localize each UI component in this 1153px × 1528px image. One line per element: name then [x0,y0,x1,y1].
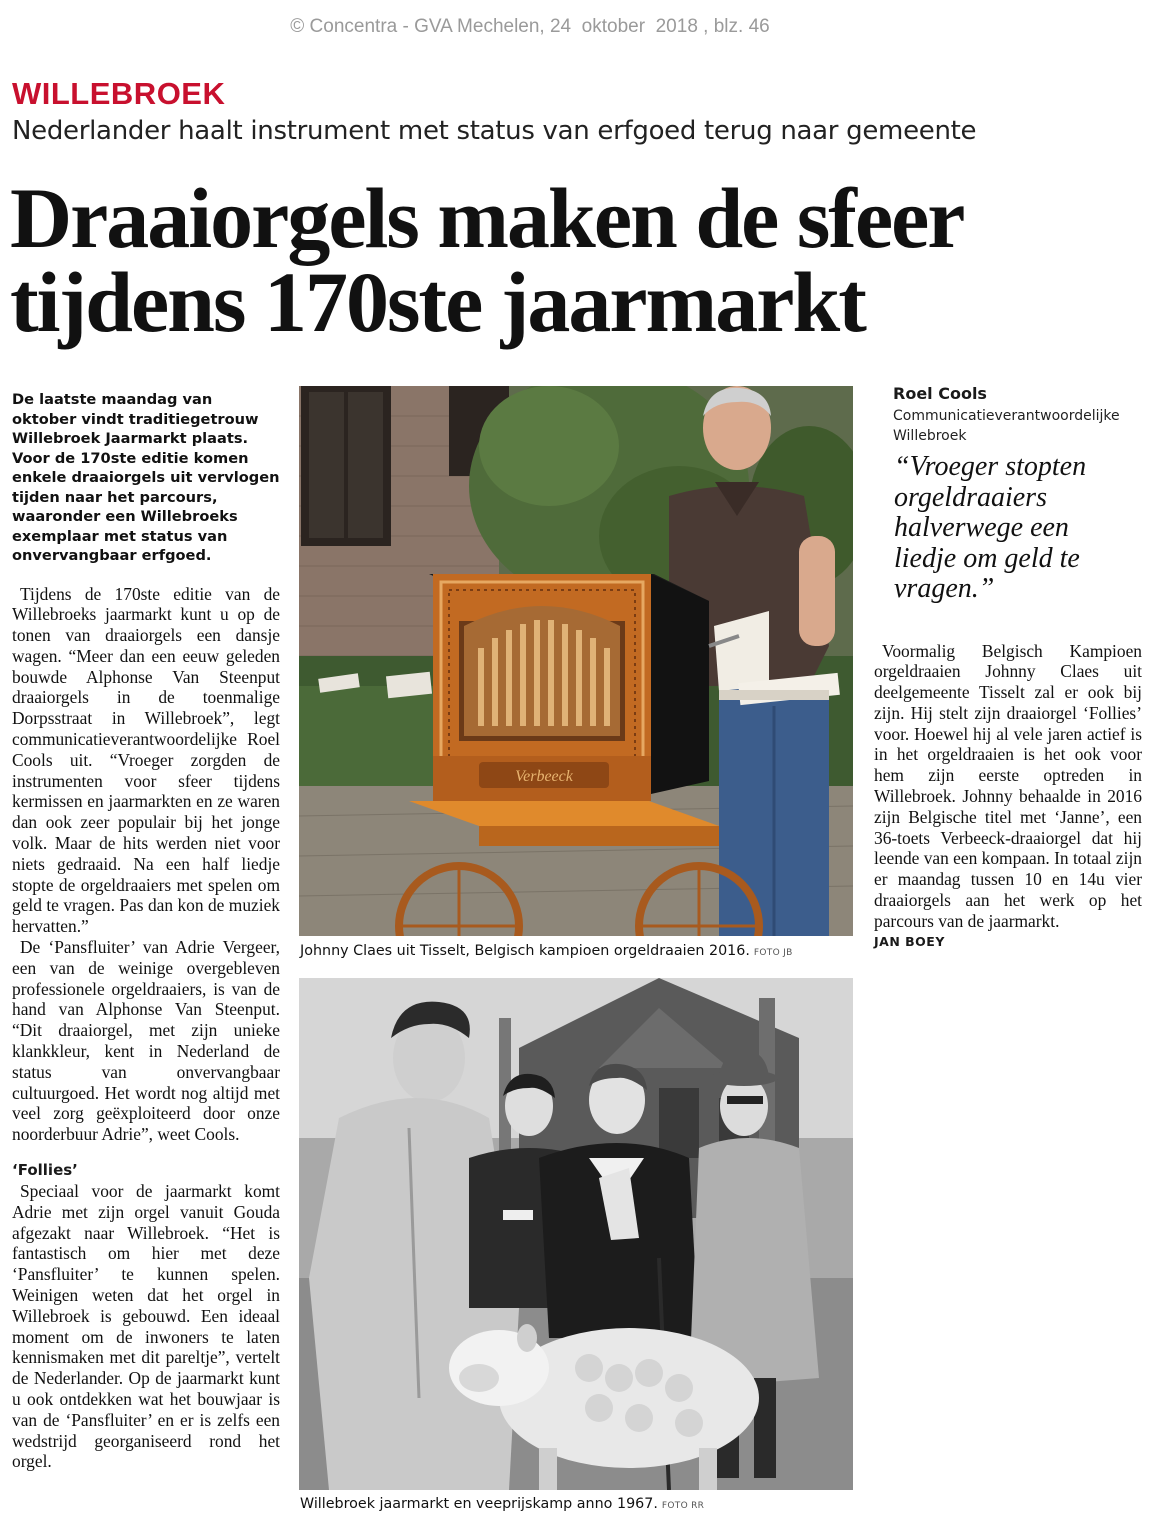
left-column [12,390,280,1472]
author-byline: JAN BOEY [874,933,945,949]
photo-barrel-organ [299,386,853,936]
photo-caption-2 [300,1496,860,1512]
headline: Draaiorgels maken de sfeer tijdens 170ste jaarmarkt [10,170,962,350]
photo-caption-1 [300,943,860,959]
quote-speaker-role: Communicatieverantwoordelijke Willebroek [893,408,1120,444]
caption-2-credit: FOTO RR [661,1501,705,1511]
quote-speaker-name: Roel Cools [893,384,987,403]
copyright-line: © Concentra - GVA Mechelen, 24 oktober 2018 , blz. 46 [290,16,770,37]
subheadline: Nederlander haalt instrument met status van erfgoed terug naar gemeente [12,116,977,146]
article-paragraph-1: Tijdens de 170ste editie van de Willebroeks jaarmarkt kunt u op de tonen van draaiorgels een dansje wagen. “Meer dan een eeuw geleden bouwde Alphonse Van Steenput draaiorgels in de toenmalige Dorpsstraat in Willebroek”, legt communicatieverantwoordelijke Roel Cools uit. “Vroeger zorgden de instrumenten voor sfeer tijdens kermissen en jaarmarkten en ze waren dan ook zeer populair bij het jonge volk. Maar de hits werden niet voor niets gedraaid. Na een half liedje stopte de orgeldraaiers met spelen om geld te vragen. Pas dan kon de muziek hervatten.” [12,583,280,937]
article-paragraph-3: Speciaal voor de jaarmarkt komt Adrie met zijn orgel vanuit Gouda afgezakt naar Willebroek. “Het is fantastisch om hier met deze ‘Pansfluiter’ te kunnen spelen. Weinigen weten dat het orgel in Willebroek is gebouwd. Een ideaal moment om de inwoners te laten kennismaken met dit pareltje”, vertelt de Nederlander. Op de jaarmarkt kunt u ook ontdekken wat het bouwjaar is van de ‘Pansfluiter’ en er is zelfs een wedstrijd georganiseerd rond het orgel. [12,1181,280,1472]
right-column [874,384,1144,949]
caption-2-text: Willebroek jaarmarkt en veeprijskamp anno 1967. [300,1496,658,1512]
article-paragraph-2: De ‘Pansfluiter’ van Adrie Vergeer, een van de weinige overgebleven professionele orgeldraaiers, is van de hand van Alphonse Van Steenput. “Dit draaiorgel, met zijn unieke klankkleur, kent in Nederland de status van onvervangbaar cultuurgoed. Het wordt nog altijd met veel zorg geëxploiteerd door onze noorderbuur Adrie”, weet Cools. [12,937,280,1145]
caption-1-text: Johnny Claes uit Tisselt, Belgisch kampioen orgeldraaien 2016. [300,943,750,959]
article-paragraph-4: Voormalig Belgisch Kampioen orgeldraaien Johnny Claes uit deelgemeente Tisselt zal er ook bij zijn. Hij stelt zijn draaiorgel ‘Follies’ voor. Hoewel hij al vele jaren actief is in het orgeldraaien is het ook voor hem zijn eerste optreden in Willebroek. Johnny behaalde in 2016 zijn Belgische titel met ‘Janne’, een 36-toets Verbeeck-draaiorgel dat hij leende van een kompaan. In totaal zijn er maandag tussen 10 en 14u vier draaiorgels aan het werk op het parcours van de jaarmarkt. [874,640,1142,931]
section-subheading: ‘Follies’ [12,1161,78,1180]
pull-quote: “Vroeger stopten orgeldraaiers halverwege een liedje om geld te vragen.” [894,451,1087,604]
photo-livestock-contest-1967 [299,978,853,1490]
section-kicker: WILLEBROEK [12,76,226,111]
right-body [874,641,1142,949]
caption-1-credit: FOTO JB [753,948,793,958]
organ-nameplate-text: Verbeeck [515,768,573,785]
article-intro: De laatste maandag van oktober vindt traditiegetrouw Willebroek Jaarmarkt plaats. Voor de 170ste editie komen enkele draaiorgels uit vervlogen tijden naar het parcours, waaronder een Willebroeks exemplaar met status van onvervangbaar erfgoed. [12,391,280,564]
